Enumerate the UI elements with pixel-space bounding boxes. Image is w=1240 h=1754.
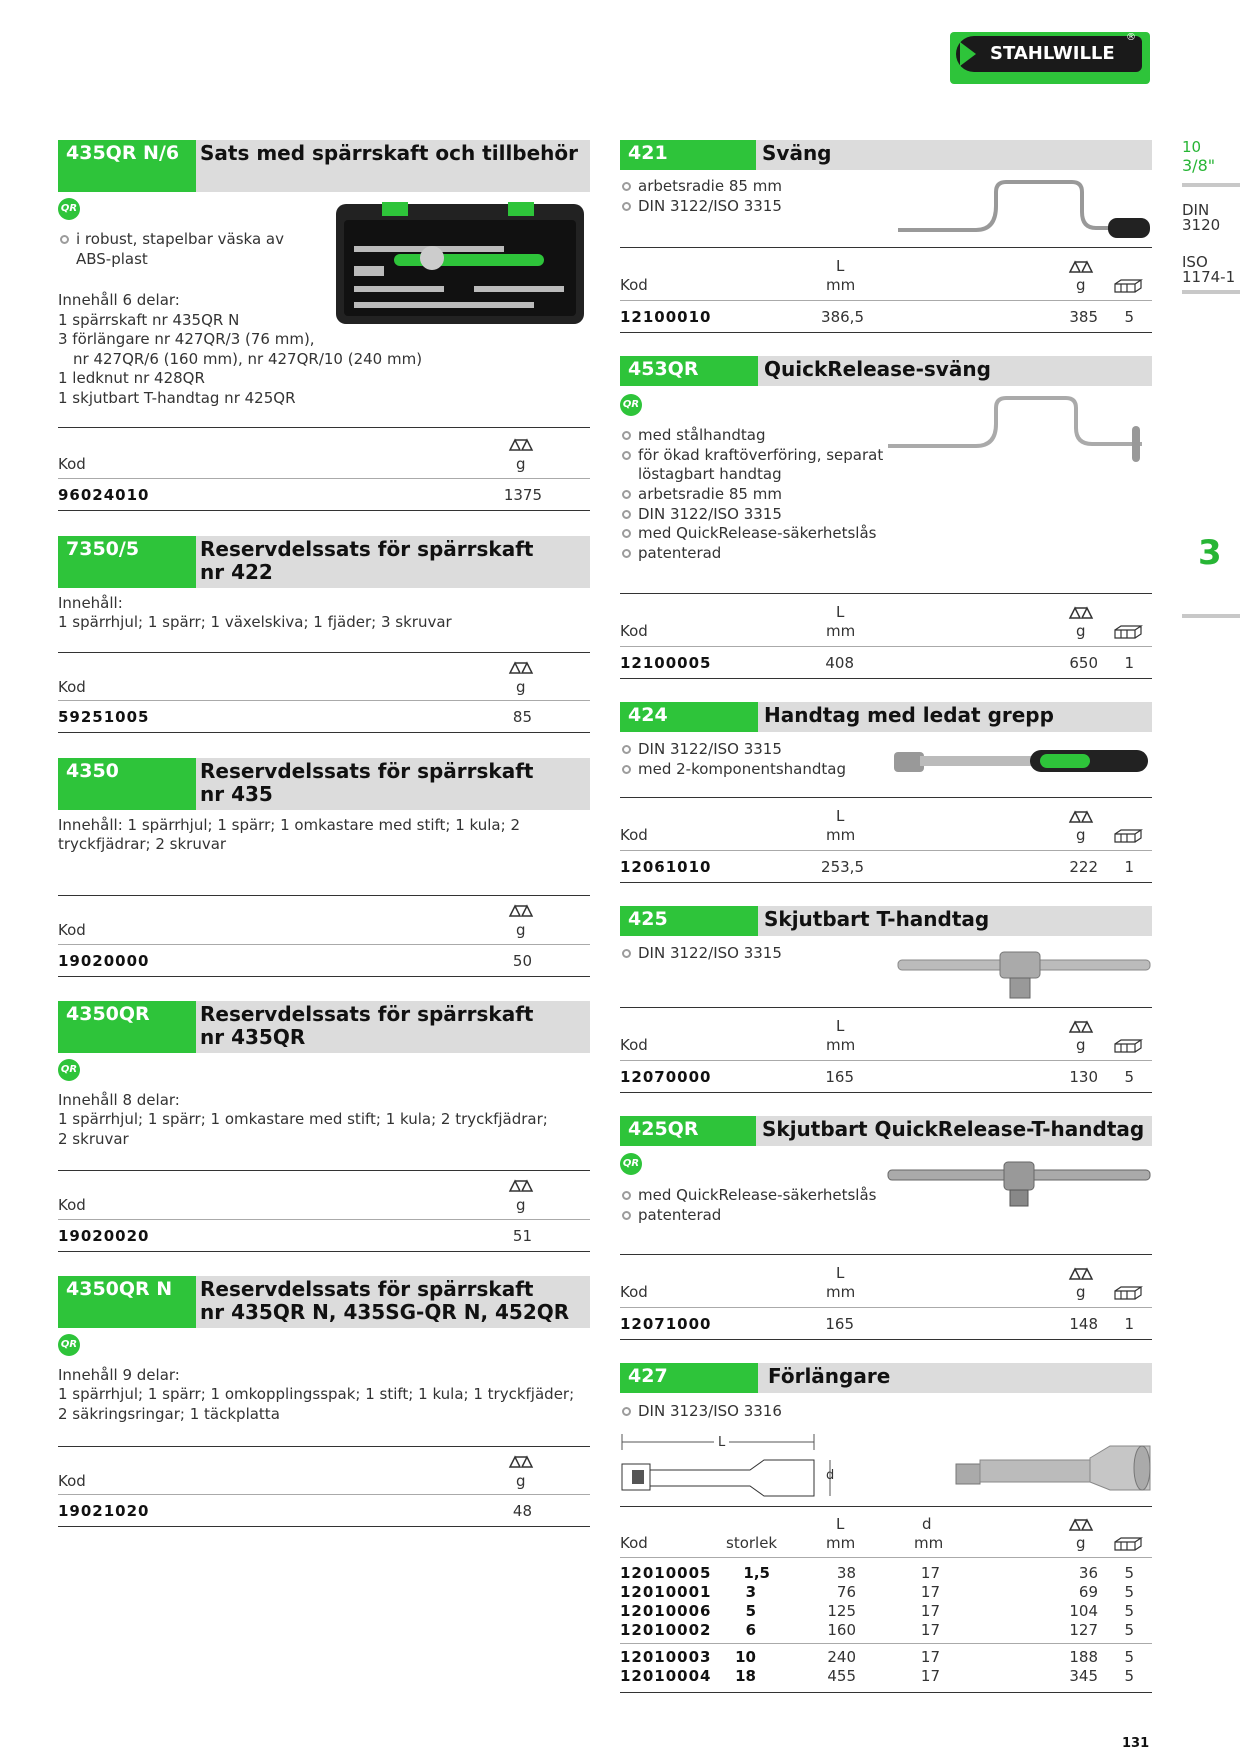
title-line: Reservdelssats för spärrskaft: [200, 1002, 534, 1026]
length-value: 125: [827, 1602, 856, 1620]
table-rule: [620, 1307, 1152, 1308]
col-g: g: [1076, 826, 1086, 844]
table-rule: [58, 427, 590, 428]
length-value: 160: [827, 1621, 856, 1639]
kod-value: 12010004: [620, 1667, 712, 1685]
section-427: [620, 1363, 1152, 1393]
side-iso-label: ISO: [1182, 253, 1208, 271]
extension-drawing: [620, 1430, 844, 1500]
pack-value: 5: [1124, 1602, 1134, 1620]
table-rule: [58, 1251, 590, 1252]
diameter-value: 17: [920, 1583, 940, 1601]
section-header: [58, 140, 590, 192]
col-kod: Kod: [620, 622, 648, 640]
weight-value: 69: [1078, 1583, 1098, 1601]
table-rule: [58, 895, 590, 896]
section-4350qr-n: [58, 1276, 590, 1328]
weight-icon: [508, 659, 536, 675]
section-header: [620, 702, 1152, 732]
weight-value: 148: [1069, 1315, 1098, 1333]
article-title: Skjutbart T-handtag: [764, 907, 990, 931]
table-rule: [58, 1219, 590, 1220]
length-value: 240: [827, 1648, 856, 1666]
pack-value: 5: [1124, 1583, 1134, 1601]
article-title: Skjutbart QuickRelease-T-handtag: [762, 1117, 1145, 1141]
article-title: [200, 1278, 586, 1324]
article-code: 4350QR: [58, 1001, 196, 1053]
content-line: Innehåll:: [58, 594, 123, 612]
col-kod: Kod: [620, 1283, 648, 1301]
bullet: patenterad: [620, 543, 721, 563]
table-rule: [620, 678, 1152, 679]
diameter-value: 17: [920, 1648, 940, 1666]
kod-value: 19020000: [58, 952, 150, 970]
kod-value: 12010001: [620, 1583, 712, 1601]
section-453qr: [620, 356, 1152, 386]
dim-d: d: [826, 1468, 835, 1483]
col-mm: mm: [826, 1534, 856, 1552]
title-line: nr 435QR: [200, 1025, 306, 1049]
pack-value: 1: [1124, 654, 1134, 672]
table-rule: [620, 300, 1152, 301]
col-g: g: [1076, 1036, 1086, 1054]
title-line: nr 422: [200, 560, 273, 584]
content-line: 1 spärrhjul; 1 spärr; 1 omkastare med stift; 1 kula; 2 tryckfjädrar;: [58, 1110, 548, 1128]
col-g: g: [516, 1472, 526, 1490]
section-header: [620, 1116, 1152, 1146]
article-code: 425QR: [620, 1116, 756, 1146]
article-code: 425: [620, 906, 758, 936]
diameter-value: 17: [920, 1621, 940, 1639]
kod-value: 12010006: [620, 1602, 712, 1620]
kod-value: 96024010: [58, 486, 150, 504]
pack-value: 1: [1124, 858, 1134, 876]
section-header: [620, 1363, 1152, 1393]
col-kod: Kod: [58, 455, 86, 473]
table-rule: [58, 478, 590, 479]
col-g: g: [1076, 1534, 1086, 1552]
table-rule: [620, 797, 1152, 798]
table-rule: [620, 332, 1152, 333]
title-line: Reservdelssats för spärrskaft: [200, 537, 534, 561]
kod-value: 12010002: [620, 1621, 712, 1639]
section-header: [58, 1276, 590, 1328]
length-value: 455: [827, 1667, 856, 1685]
article-code: 7350/5: [58, 536, 196, 588]
weight-value: 48: [512, 1502, 532, 1520]
table-rule: [620, 247, 1152, 248]
weight-icon: [1068, 1018, 1096, 1034]
bullet: DIN 3122/ISO 3315: [620, 504, 782, 524]
section-424: [620, 702, 1152, 732]
article-code: 435QR N/6: [58, 140, 196, 192]
kod-value: 12070000: [620, 1068, 712, 1086]
weight-value: 1375: [503, 486, 542, 504]
col-g: g: [516, 455, 526, 473]
length-value: 165: [825, 1315, 854, 1333]
table-rule: [620, 1092, 1152, 1093]
article-code: 427: [620, 1363, 758, 1393]
table-rule: [58, 976, 590, 977]
table-rule: [620, 1007, 1152, 1008]
pack-value: 5: [1124, 1621, 1134, 1639]
kod-value: 12100010: [620, 308, 712, 326]
bullet: med QuickRelease-säkerhetslås: [620, 1185, 876, 1205]
brand-reg: ®: [1126, 32, 1136, 43]
qr-icon: QR: [620, 1153, 642, 1175]
section-7350-5: [58, 536, 590, 588]
length-value: 408: [825, 654, 854, 672]
content-line: 1 spärrhjul; 1 spärr; 1 omkopplingsspak; 1 stift; 1 kula; 1 tryckfjäder;: [58, 1385, 575, 1403]
col-g: g: [516, 1196, 526, 1214]
length-value: 38: [836, 1564, 856, 1582]
pack-value: 5: [1124, 308, 1134, 326]
section-435qr-n6: [58, 140, 590, 192]
table-rule: [58, 652, 590, 653]
brace-image: [896, 176, 1152, 246]
title-line: Reservdelssats för spärrskaft: [200, 759, 534, 783]
weight-value: 130: [1069, 1068, 1098, 1086]
bullet: DIN 3122/ISO 3315: [620, 943, 782, 963]
size-value: 1,5: [743, 1564, 770, 1582]
t-handle-image: [896, 950, 1152, 1002]
dim-L: L: [714, 1433, 729, 1453]
content-line: tryckfjädrar; 2 skruvar: [58, 835, 227, 853]
article-title: Förlängare: [768, 1364, 891, 1388]
content-line: 1 skjutbart T-handtag nr 425QR: [58, 389, 296, 407]
section-header: [620, 356, 1152, 386]
col-L: L: [836, 1017, 845, 1035]
extension-image: [954, 1436, 1152, 1498]
col-kod: Kod: [620, 1534, 648, 1552]
weight-value: 650: [1069, 654, 1098, 672]
brand-name: STAHLWILLE: [990, 43, 1115, 64]
title-line: Reservdelssats för spärrskaft: [200, 1277, 534, 1301]
article-code: 4350QR N: [58, 1276, 196, 1328]
section-header: [620, 906, 1152, 936]
weight-value: 36: [1078, 1564, 1098, 1582]
content-line: nr 427QR/6 (160 mm), nr 427QR/10 (240 mm): [73, 350, 423, 368]
qr-icon: QR: [58, 1334, 80, 1356]
weight-value: 85: [512, 708, 532, 726]
side-rule: [1182, 290, 1240, 294]
weight-value: 104: [1069, 1602, 1098, 1620]
case-set-image: [334, 202, 586, 326]
bullet: DIN 3123/ISO 3316: [620, 1401, 782, 1421]
weight-value: 50: [512, 952, 532, 970]
col-L: L: [836, 1515, 845, 1533]
table-rule: [620, 1339, 1152, 1340]
table-rule: [58, 1526, 590, 1527]
table-rule: [58, 1494, 590, 1495]
col-L: L: [836, 807, 845, 825]
col-kod: Kod: [620, 826, 648, 844]
kod-value: 12010005: [620, 1564, 712, 1582]
t-handle-qr-image: [886, 1160, 1152, 1208]
package-icon: [1113, 1285, 1143, 1301]
side-size-num: 10: [1182, 138, 1202, 156]
section-425: [620, 906, 1152, 936]
size-value: 18: [735, 1667, 756, 1685]
weight-icon: [1068, 1265, 1096, 1281]
article-title: Handtag med ledat grepp: [764, 703, 1054, 727]
content-line: Innehåll 9 delar:: [58, 1366, 180, 1384]
article-title: Sats med spärrskaft och tillbehör: [200, 141, 579, 165]
table-rule: [58, 510, 590, 511]
content-line: 2 säkringsringar; 1 täckplatta: [58, 1405, 280, 1423]
col-mm-d: mm: [914, 1534, 944, 1552]
content-line: 1 ledknut nr 428QR: [58, 369, 205, 387]
col-kod: Kod: [620, 276, 648, 294]
weight-icon: [1068, 604, 1096, 620]
col-mm: mm: [826, 622, 856, 640]
weight-value: 188: [1069, 1648, 1098, 1666]
table-rule: [58, 732, 590, 733]
package-icon: [1113, 278, 1143, 294]
article-code: 424: [620, 702, 758, 732]
size-value: 5: [745, 1602, 756, 1620]
section-425qr: [620, 1116, 1152, 1146]
table-rule: [620, 1060, 1152, 1061]
col-g: g: [1076, 622, 1086, 640]
section-header: [620, 140, 1152, 170]
article-code: 453QR: [620, 356, 758, 386]
weight-icon: [508, 1177, 536, 1193]
content-line: 1 spärrskaft nr 435QR N: [58, 311, 240, 329]
section-header: [58, 536, 590, 588]
col-d: d: [922, 1515, 932, 1533]
table-rule: [58, 700, 590, 701]
size-value: 10: [735, 1648, 756, 1666]
article-title: QuickRelease-sväng: [764, 357, 991, 381]
weight-icon: [1068, 258, 1096, 274]
content-line: Innehåll: 1 spärrhjul; 1 spärr; 1 omkastare med stift; 1 kula; 2: [58, 816, 520, 834]
content-line: Innehåll 8 delar:: [58, 1091, 180, 1109]
pack-value: 5: [1124, 1648, 1134, 1666]
bullet: arbetsradie 85 mm: [620, 484, 782, 504]
side-rule: [1182, 614, 1240, 618]
qr-icon: QR: [58, 198, 80, 220]
table-rule: [620, 593, 1152, 594]
col-L: L: [836, 257, 845, 275]
section-header: [58, 758, 590, 810]
bullet: DIN 3122/ISO 3315: [620, 739, 782, 759]
table-rule: [58, 944, 590, 945]
bullet: för ökad kraftöverföring, separat: [620, 445, 883, 465]
col-kod: Kod: [58, 678, 86, 696]
article-title: Sväng: [762, 141, 832, 165]
bullet: med 2-komponentshandtag: [620, 759, 846, 779]
weight-value: 385: [1069, 308, 1098, 326]
weight-icon: [508, 1453, 536, 1469]
table-rule: [620, 1254, 1152, 1255]
stahlwille-logo: [950, 32, 1150, 84]
col-mm: mm: [826, 826, 856, 844]
content-line: Innehåll 6 delar:: [58, 291, 180, 309]
col-g: g: [1076, 276, 1086, 294]
article-code: 4350: [58, 758, 196, 810]
weight-icon: [1068, 1516, 1096, 1532]
diameter-value: 17: [920, 1667, 940, 1685]
side-size-inch: 3/8": [1182, 156, 1216, 175]
section-header: [58, 1001, 590, 1053]
title-line: nr 435: [200, 782, 273, 806]
title-line: nr 435QR N, 435SG-QR N, 452QR: [200, 1300, 570, 1324]
col-kod: Kod: [58, 1472, 86, 1490]
side-iso-value: 1174-1: [1182, 268, 1236, 286]
weight-icon: [508, 436, 536, 452]
table-rule: [620, 1506, 1152, 1507]
qr-icon: QR: [58, 1059, 80, 1081]
side-din-value: 3120: [1182, 216, 1221, 234]
bullet: i robust, stapelbar väska av: [58, 229, 284, 249]
table-rule: [620, 850, 1152, 851]
col-L: L: [836, 1264, 845, 1282]
package-icon: [1113, 1038, 1143, 1054]
diameter-value: 17: [920, 1602, 940, 1620]
flex-handle-image: [890, 744, 1152, 778]
table-rule: [58, 1170, 590, 1171]
article-title: [200, 1003, 586, 1049]
length-value: 76: [836, 1583, 856, 1601]
side-din-label: DIN: [1182, 201, 1210, 219]
pack-value: 5: [1124, 1068, 1134, 1086]
package-icon: [1113, 1536, 1143, 1552]
bullet: patenterad: [620, 1205, 721, 1225]
table-rule: [58, 1446, 590, 1447]
bullet: arbetsradie 85 mm: [620, 176, 782, 196]
col-storlek: storlek: [726, 1534, 778, 1552]
article-code: 421: [620, 140, 756, 170]
kod-value: 19021020: [58, 1502, 150, 1520]
chapter-number: 3: [1198, 533, 1222, 573]
col-mm: mm: [826, 276, 856, 294]
table-rule: [620, 646, 1152, 647]
length-value: 165: [825, 1068, 854, 1086]
page-number: 131: [1122, 1736, 1150, 1751]
kod-value: 12010003: [620, 1648, 712, 1666]
brace-qr-image: [886, 394, 1152, 464]
content-line: 3 förlängare nr 427QR/3 (76 mm),: [58, 330, 315, 348]
weight-icon: [1068, 808, 1096, 824]
weight-icon: [508, 902, 536, 918]
side-rule: [1182, 183, 1240, 187]
bullet-cont: ABS-plast: [76, 250, 148, 268]
col-kod: Kod: [58, 921, 86, 939]
kod-value: 12071000: [620, 1315, 712, 1333]
size-value: 6: [745, 1621, 756, 1639]
weight-value: 51: [512, 1227, 532, 1245]
table-rule: [620, 882, 1152, 883]
weight-value: 127: [1069, 1621, 1098, 1639]
package-icon: [1113, 828, 1143, 844]
col-g: g: [1076, 1283, 1086, 1301]
section-4350: [58, 758, 590, 810]
section-4350qr: [58, 1001, 590, 1053]
content-line: 1 spärrhjul; 1 spärr; 1 växelskiva; 1 fjäder; 3 skruvar: [58, 613, 452, 631]
length-value: 253,5: [821, 858, 864, 876]
table-rule: [620, 1557, 1152, 1558]
package-icon: [1113, 624, 1143, 640]
kod-value: 59251005: [58, 708, 150, 726]
col-mm: mm: [826, 1283, 856, 1301]
size-value: 3: [745, 1583, 756, 1601]
col-g: g: [516, 921, 526, 939]
pack-value: 1: [1124, 1315, 1134, 1333]
kod-value: 12100005: [620, 654, 712, 672]
diameter-value: 17: [920, 1564, 940, 1582]
table-rule: [620, 1692, 1152, 1693]
kod-value: 12061010: [620, 858, 712, 876]
table-rule: [620, 1643, 1152, 1644]
pack-value: 5: [1124, 1564, 1134, 1582]
pack-value: 5: [1124, 1667, 1134, 1685]
qr-icon: QR: [620, 394, 642, 416]
col-g: g: [516, 678, 526, 696]
bullet: med QuickRelease-säkerhetslås: [620, 523, 876, 543]
col-L: L: [836, 603, 845, 621]
article-title: [200, 538, 586, 584]
length-value: 386,5: [821, 308, 864, 326]
content-line: 2 skruvar: [58, 1130, 129, 1148]
col-kod: Kod: [58, 1196, 86, 1214]
bullet-cont: löstagbart handtag: [638, 465, 782, 483]
bullet: med stålhandtag: [620, 425, 766, 445]
weight-value: 222: [1069, 858, 1098, 876]
kod-value: 19020020: [58, 1227, 150, 1245]
bullet: DIN 3122/ISO 3315: [620, 196, 782, 216]
col-mm: mm: [826, 1036, 856, 1054]
col-kod: Kod: [620, 1036, 648, 1054]
weight-value: 345: [1069, 1667, 1098, 1685]
section-421: [620, 140, 1152, 170]
article-title: [200, 760, 586, 806]
